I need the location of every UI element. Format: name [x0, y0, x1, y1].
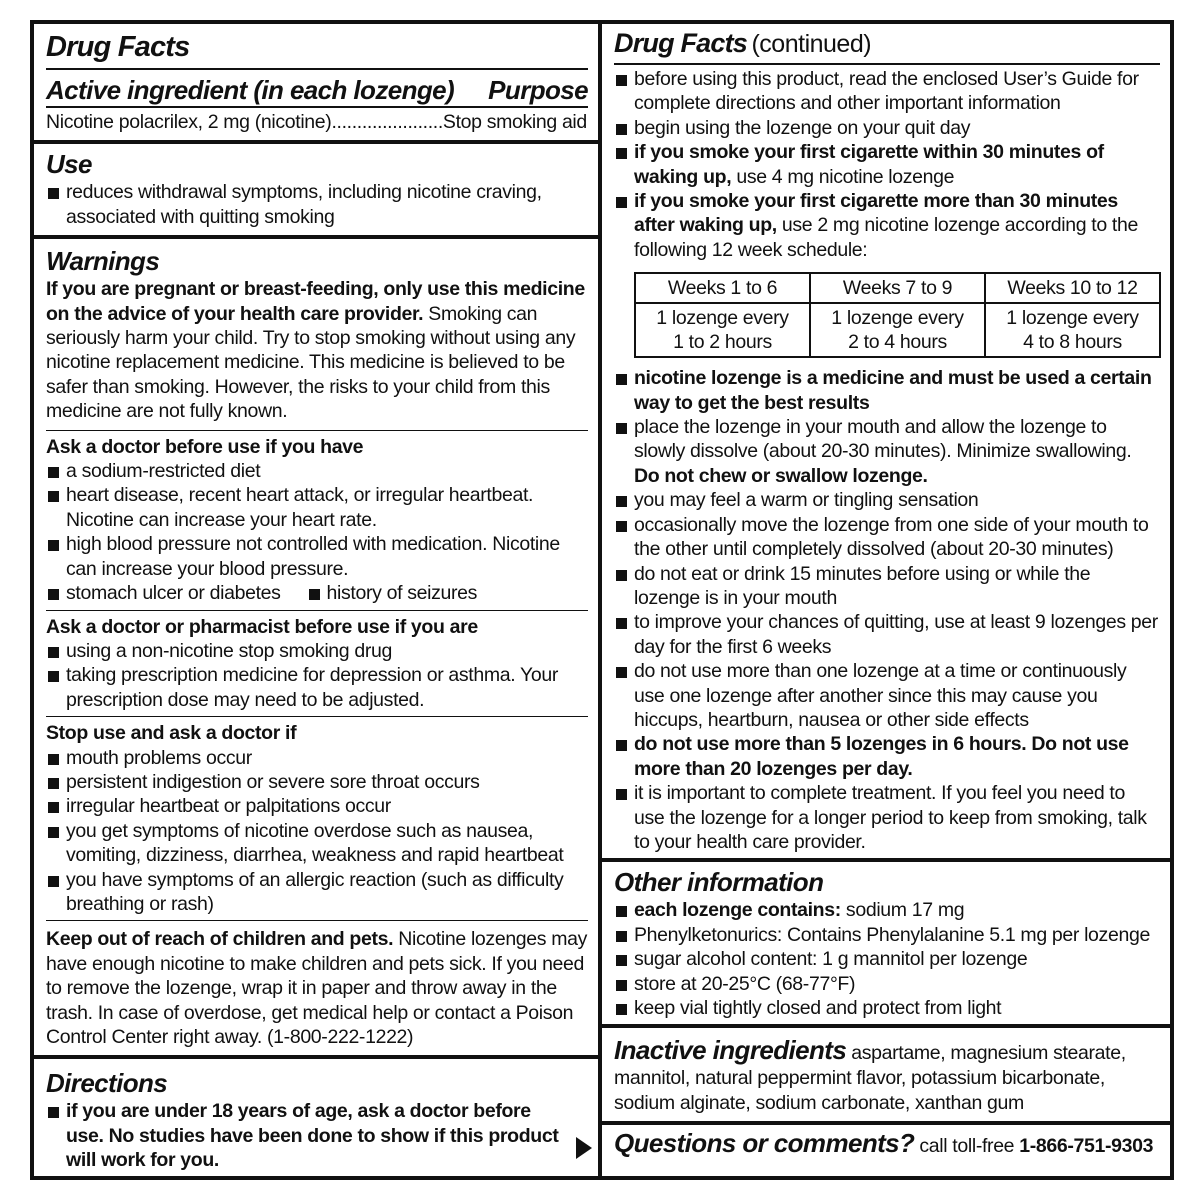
stop-use-list: [46, 746, 588, 917]
item-text: to improve your chances of quitting, use at least 9 lozenges per day for the first 6 weeks: [634, 611, 1158, 658]
list-item: [614, 366, 1160, 415]
list-item: if you are under 18 years of age, ask a doctor before use. No studies have been done to show if this product will work for you.: [46, 1099, 566, 1172]
continued-title-main: Drug Facts: [614, 28, 748, 58]
pregnancy-warning: [46, 277, 588, 429]
list-item: heart disease, recent heart attack, or irregular heartbeat. Nicotine can increase your heart rate.: [46, 483, 588, 532]
item-bold-text: if you smoke your first cigarette more than 30 minutes after waking up,: [634, 190, 1118, 237]
title-section: [34, 24, 598, 140]
list-item: high blood pressure not controlled with medication. Nicotine can increase your blood pressure.: [46, 532, 588, 581]
active-ingredient-line: Nicotine polacrilex, 2 mg (nicotine)......................Stop smoking aid: [46, 111, 587, 133]
stop-use-heading: Stop use and ask a doctor if: [46, 722, 297, 745]
list-item: reduces withdrawal symptoms, including nicotine craving, associated with quitting smoking: [46, 180, 588, 229]
item-bold-text: Do not chew or swallow lozenge.: [634, 464, 928, 487]
other-information-heading: Other information: [614, 867, 824, 898]
item-text: do not eat or drink 15 minutes before using or while the lozenge is in your mouth: [634, 562, 1091, 609]
page-title: Drug Facts: [46, 30, 588, 70]
list-item: you get symptoms of nicotine overdose such as nausea, vomiting, dizziness, diarrhea, weakness and rapid heartbeat: [46, 819, 588, 868]
table-cell: [985, 303, 1160, 357]
left-column: [34, 24, 602, 1176]
cell-line: 1 lozenge every: [1006, 307, 1139, 330]
ask-doctor-list: [46, 459, 588, 581]
dosing-schedule-table: [634, 272, 1161, 358]
table-cell: [810, 303, 985, 357]
questions-heading: Questions or comments?: [614, 1128, 915, 1159]
item-text: sodium 17 mg: [840, 899, 965, 922]
cell-line: 1 lozenge every: [656, 307, 789, 330]
item-text: begin using the lozenge on your quit day: [634, 116, 971, 139]
item-text: Phenylketonurics: Contains Phenylalanine 5.1 mg per lozenge: [634, 923, 1150, 946]
inactive-ingredients-text: aspartame, magnesium stearate, mannitol, natural peppermint flavor, potassium bicarbonate, sodium alginate, sodium carbonate, xanthan gum: [614, 1042, 1126, 1114]
drug-facts-panel: [30, 20, 1174, 1180]
keep-out-bold: Keep out of reach of children and pets.: [46, 928, 394, 951]
table-row: [635, 303, 1160, 357]
table-header-cell: Weeks 10 to 12: [985, 273, 1160, 303]
ask-pharmacist-list: [46, 639, 588, 712]
list-item: [614, 610, 1160, 659]
list-item: [614, 189, 1160, 262]
item-text: before using this product, read the enclosed User’s Guide for complete directions and other important information: [634, 68, 1139, 115]
keep-out-text: Nicotine lozenges may have enough nicotine to make children and pets sick. If you need to remove the lozenge, wrap it in paper and throw away in the trash. In case of overdose, get medical help or contact a Poison Control Center right away. (1-800-222-1222): [46, 928, 588, 1048]
ask-doctor-block: [46, 430, 588, 610]
usage-instructions-list: [614, 366, 1160, 854]
list-item: [614, 513, 1160, 562]
continued-title: [614, 26, 1160, 65]
list-item: history of seizures: [307, 581, 496, 605]
other-information-list: [614, 898, 1160, 1020]
table-cell: [635, 303, 810, 357]
list-item: [614, 996, 1160, 1020]
list-item: [614, 947, 1160, 971]
item-text: occasionally move the lozenge from one side of your mouth to the other until completely dissolved (about 20-30 minutes): [634, 513, 1149, 561]
list-item: [614, 415, 1160, 488]
ask-pharmacist-heading: Ask a doctor or pharmacist before use if you are: [46, 615, 478, 638]
purpose-heading: Purpose: [488, 75, 588, 105]
item-text: do not use more than one lozenge at a time or continuously use one lozenge after another since this may cause you hiccups, heartburn, nausea or other side effects: [634, 660, 1127, 731]
item-bold-text: if you smoke your first cigarette within 30 minutes of waking up,: [634, 141, 1104, 188]
continued-section: [602, 24, 1170, 858]
other-information-section: [602, 858, 1170, 1024]
item-text: it is important to complete treatment. If you feel you need to use the lozenge for a longer period to keep from smoking, talk to your health care provider.: [634, 782, 1147, 853]
item-bold-text: nicotine lozenge is a medicine and must be used a certain way to get the best results: [634, 367, 1152, 414]
cell-line: 1 to 2 hours: [673, 331, 772, 354]
inactive-ingredients-section: [602, 1024, 1170, 1121]
directions-section: [34, 1055, 598, 1176]
list-item: [614, 562, 1160, 611]
list-item: stomach ulcer or diabetes: [46, 581, 299, 605]
list-item: [614, 972, 1160, 996]
use-section: [34, 140, 598, 235]
cell-line: 4 to 8 hours: [1023, 331, 1122, 354]
list-item: [614, 781, 1160, 854]
right-column: [602, 24, 1170, 1176]
item-text: use 2 mg nicotine lozenge according to the following 12 week schedule:: [634, 214, 1138, 261]
ask-doctor-heading: Ask a doctor before use if you have: [46, 435, 364, 458]
ask-doctor-inline: [46, 581, 588, 605]
item-text: store at 20-25°C (68-77°F): [634, 972, 856, 995]
list-item: taking prescription medicine for depression or asthma. Your prescription dose may need to be adjusted.: [46, 663, 588, 712]
list-item: [614, 732, 1160, 781]
item-bold-text: each lozenge contains:: [634, 899, 841, 922]
keep-out-of-reach: [46, 920, 588, 1051]
item-text: place the lozenge in your mouth and allow the lozenge to slowly dissolve (about 20-30 minutes). Minimize swallowing.: [634, 416, 1132, 463]
active-ingredient-heading: Active ingredient (in each lozenge): [46, 75, 455, 105]
item-text: use 4 mg nicotine lozenge: [731, 165, 955, 188]
list-item: [614, 488, 1160, 512]
table-header-cell: Weeks 1 to 6: [635, 273, 810, 303]
list-item: [614, 923, 1160, 947]
continued-title-suffix: (continued): [751, 30, 872, 58]
directions-heading: Directions: [46, 1068, 168, 1099]
questions-text: call toll-free: [914, 1135, 1020, 1158]
inactive-ingredients-heading: Inactive ingredients: [614, 1035, 847, 1066]
stop-use-block: [46, 716, 588, 920]
use-list: [46, 180, 588, 229]
pregnancy-warning-text: Smoking can seriously harm your child. Try to stop smoking without using any nicotine replacement medicine. This medicine is believed to be safer than smoking. However, the risks to your child from this medicine are not fully known.: [46, 302, 576, 423]
list-item: [614, 898, 1160, 922]
table-header-row: [635, 273, 1160, 303]
item-bold-text: do not use more than 5 lozenges in 6 hours. Do not use more than 20 lozenges per day.: [634, 733, 1129, 780]
item-text: you may feel a warm or tingling sensation: [634, 489, 979, 512]
phone-number: 1-866-751-9303: [1019, 1135, 1154, 1158]
ask-pharmacist-block: [46, 610, 588, 717]
table-header-cell: Weeks 7 to 9: [810, 273, 985, 303]
directions-continued-list: [614, 67, 1160, 262]
list-item: a sodium-restricted diet: [46, 459, 588, 483]
cell-line: 1 lozenge every: [831, 307, 964, 330]
continue-arrow-icon: [576, 1137, 592, 1159]
pregnancy-warning-bold: If you are pregnant or breast-feeding, only use this medicine on the advice of your health care provider.: [46, 278, 585, 325]
list-item: you have symptoms of an allergic reaction (such as difficulty breathing or rash): [46, 868, 588, 917]
use-heading: Use: [46, 149, 92, 180]
cell-line: 2 to 4 hours: [848, 331, 947, 354]
active-ingredient-header: [46, 70, 588, 108]
warnings-heading: Warnings: [46, 246, 160, 277]
item-text: sugar alcohol content: 1 g mannitol per lozenge: [634, 948, 1028, 971]
directions-list: [46, 1099, 588, 1172]
list-item: [614, 116, 1160, 140]
list-item: irregular heartbeat or palpitations occur: [46, 794, 588, 818]
list-item: [614, 659, 1160, 732]
list-item: [614, 140, 1160, 189]
list-item: persistent indigestion or severe sore throat occurs: [46, 770, 588, 794]
warnings-section: [34, 235, 598, 1055]
list-item: using a non-nicotine stop smoking drug: [46, 639, 588, 663]
list-item: mouth problems occur: [46, 746, 588, 770]
questions-section: [602, 1121, 1170, 1176]
list-item: [614, 67, 1160, 116]
item-text: keep vial tightly closed and protect from light: [634, 997, 1002, 1019]
